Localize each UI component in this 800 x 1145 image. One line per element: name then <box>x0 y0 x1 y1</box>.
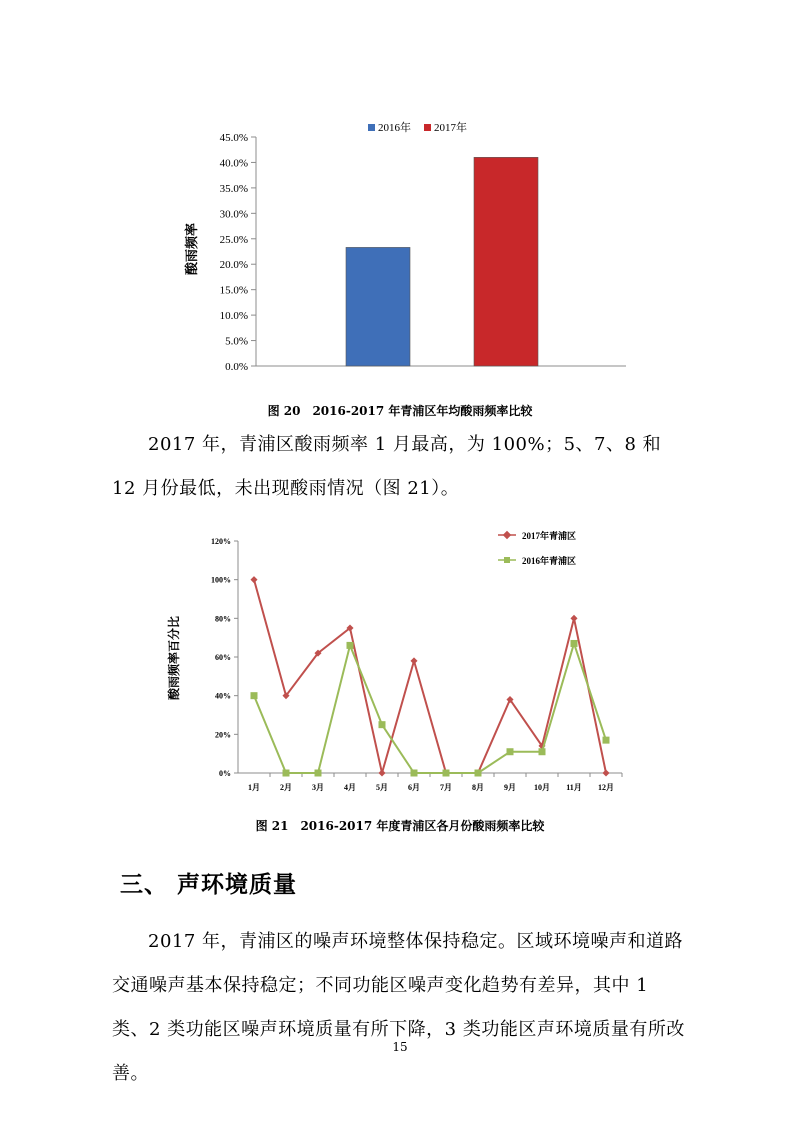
point-2017-1月 <box>250 576 257 583</box>
bar-chart-y-tick-label: 20.0% <box>219 259 248 272</box>
legend-swatch-2017 <box>424 124 431 131</box>
bar-chart-y-tick-label: 35.0% <box>219 182 248 195</box>
line-chart-x-tick-label: 2月 <box>280 783 292 792</box>
line-chart-x-tick-label: 7月 <box>440 783 452 792</box>
point-2016-8月 <box>475 770 482 777</box>
paragraph-acid-rain: 2017 年，青浦区酸雨频率 1 月最高，为 100%；5、7、8 和 12 月份最低，未出现酸雨情况（图 21）。 <box>112 434 662 499</box>
point-2017-11月 <box>570 615 577 622</box>
line-chart-y-tick-label: 100% <box>211 575 231 585</box>
line-chart-x-tick-label: 4月 <box>344 783 356 792</box>
point-2016-9月 <box>507 748 514 755</box>
point-2016-12月 <box>603 737 610 744</box>
legend-label-2017-qingpu: 2017年青浦区 <box>522 531 577 541</box>
line-chart-legend <box>498 530 576 566</box>
line-chart-y-tick-label: 20% <box>215 730 231 740</box>
page-number: 15 <box>392 1040 408 1054</box>
line-chart-x-tick-label: 10月 <box>534 783 550 792</box>
bar-chart-y-tick-label: 45.0% <box>219 132 248 144</box>
line-chart-x-tick-label: 12月 <box>598 783 614 792</box>
point-2017-6月 <box>410 657 417 664</box>
line-chart-x-tick-label: 9月 <box>504 783 516 792</box>
point-2016-5月 <box>379 721 386 728</box>
series-line-2017 <box>254 580 606 773</box>
line-chart-y-tick-label: 60% <box>215 653 231 662</box>
line-chart-y-tick-label: 120% <box>211 537 231 546</box>
line-chart-x-tick-label: 3月 <box>312 783 324 792</box>
legend-swatch-2016 <box>368 124 375 131</box>
bar-chart-y-tick-label: 25.0% <box>219 233 248 246</box>
line-chart-axes <box>211 537 622 792</box>
point-2016-10月 <box>539 748 546 755</box>
bar-chart-y-tick-label: 10.0% <box>219 310 248 323</box>
point-2016-3月 <box>315 770 322 777</box>
bar-chart <box>0 0 800 400</box>
paragraph-noise: 2017 年，青浦区的噪声环境整体保持稳定。区域环境噪声和道路交通噪声基本保持稳定；不同功能区噪声变化趋势有差异，其中 1 类、2 类功能区噪声环境质量有所下降，3 类功能区声环境质量有所改善。 <box>112 931 685 1084</box>
bar-chart-y-tick-label: 0.0% <box>225 361 248 373</box>
line-chart-x-tick-label: 5月 <box>376 783 388 792</box>
point-2016-1月 <box>251 692 258 699</box>
bar-chart-y-tick-label: 30.0% <box>219 208 248 221</box>
line-chart-x-tick-label: 1月 <box>248 783 260 792</box>
line-chart-y-tick-label: 0% <box>219 769 231 778</box>
line-chart-series <box>250 576 609 776</box>
legend-marker-2016 <box>504 557 510 563</box>
section-heading: 三、 声环境质量 <box>120 872 298 898</box>
point-2017-5月 <box>378 769 385 776</box>
bar-chart-ylabel: 酸雨频率 <box>184 222 199 276</box>
line-chart-ylabel: 酸雨频率百分比 <box>167 615 181 701</box>
legend-label-2016: 2016年 <box>378 122 411 134</box>
line-chart-x-tick-label: 6月 <box>408 783 420 792</box>
bar-chart-y-tick-label: 15.0% <box>219 284 248 297</box>
point-2016-2月 <box>283 770 290 777</box>
point-2016-7月 <box>443 770 450 777</box>
point-2016-6月 <box>411 770 418 777</box>
line-chart-y-tick-label: 80% <box>215 614 231 624</box>
line-chart-y-tick-label: 40% <box>215 691 231 701</box>
point-2017-12月 <box>602 769 609 776</box>
line-chart-x-tick-label: 11月 <box>566 783 582 792</box>
line-chart-x-tick-label: 8月 <box>472 783 484 792</box>
line-chart <box>0 520 800 810</box>
bar-chart-axes <box>220 132 626 373</box>
bar-chart-y-tick-label: 5.0% <box>225 335 248 348</box>
legend-label-2017: 2017年 <box>434 122 467 134</box>
bar-chart-bars <box>346 157 538 366</box>
bar-chart-legend <box>368 120 467 134</box>
legend-marker-2017 <box>503 531 511 539</box>
figure-20-caption: 图 20 2016-2017 年青浦区年均酸雨频率比较 <box>267 404 533 418</box>
bar-chart-y-tick-label: 40.0% <box>219 157 248 170</box>
bar-2016年 <box>346 247 410 366</box>
point-2016-11月 <box>571 640 578 647</box>
bar-2017年 <box>474 157 538 366</box>
figure-21-caption: 图 21 2016-2017 年度青浦区各月份酸雨频率比较 <box>255 819 545 833</box>
series-line-2016 <box>254 643 606 773</box>
point-2016-4月 <box>347 642 354 649</box>
legend-label-2016-qingpu: 2016年青浦区 <box>522 556 577 566</box>
